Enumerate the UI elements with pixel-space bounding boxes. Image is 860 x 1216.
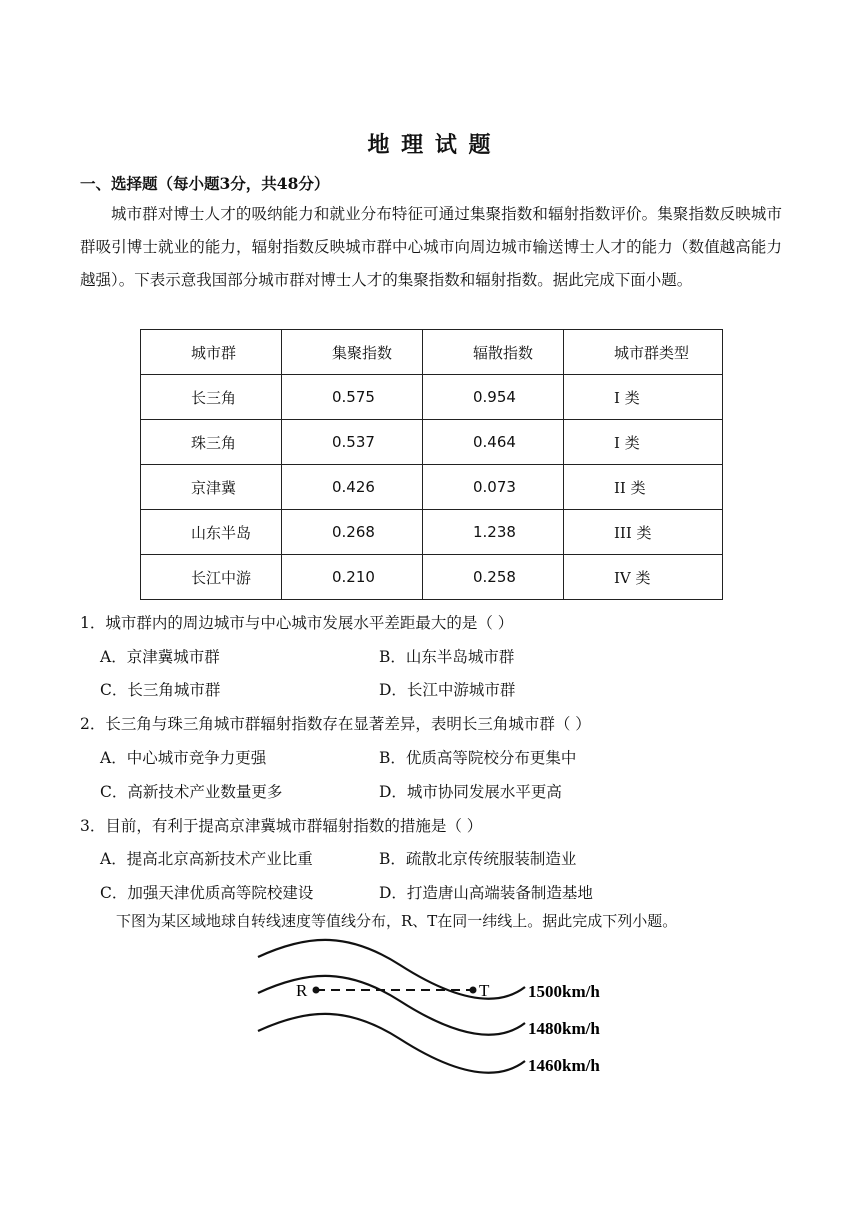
table-cell: I 类 xyxy=(564,375,723,420)
table-row xyxy=(141,375,723,420)
isoline-1460 xyxy=(258,1014,525,1073)
point-r xyxy=(313,987,320,994)
table-cell: 0.464 xyxy=(423,420,564,465)
table-cell: 0.537 xyxy=(282,420,423,465)
table-cell: IV 类 xyxy=(564,555,723,600)
table-cell: 0.954 xyxy=(423,375,564,420)
table-header-row xyxy=(141,330,723,375)
table-cell: II 类 xyxy=(564,465,723,510)
table-row xyxy=(141,555,723,600)
table-row xyxy=(141,420,723,465)
table-row xyxy=(141,465,723,510)
table-cell: 长江中游 xyxy=(141,555,282,600)
isoline-label-1500: 1500km/h xyxy=(528,982,600,1001)
question-3-stem: 3．目前，有利于提高京津冀城市群辐射指数的措施是（ ） xyxy=(80,817,483,835)
question-1-option-d[interactable]: D．长江中游城市群 xyxy=(379,681,516,699)
table-header: 城市群类型 xyxy=(564,330,723,375)
table-cell: 0.575 xyxy=(282,375,423,420)
question-2-option-b[interactable]: B．优质高等院校分布更集中 xyxy=(379,749,577,767)
figure-intro: 下图为某区域地球自转线速度等值线分布，R、T在同一纬线上。据此完成下列小题。 xyxy=(116,912,678,930)
isoline-label-1460: 1460km/h xyxy=(528,1056,600,1075)
page-title: 地 理 试 题 xyxy=(367,132,493,158)
question-3-option-d[interactable]: D．打造唐山高端装备制造基地 xyxy=(379,884,593,902)
table-cell: 0.258 xyxy=(423,555,564,600)
table-row xyxy=(141,510,723,555)
intro-paragraph: 城市群对博士人才的吸纳能力和就业分布特征可通过集聚指数和辐射指数评价。集聚指数反映城市群吸引博士就业的能力，辐射指数反映城市群中心城市向周边城市输送博士人才的能力（数值越高能力越强）。下表示意我国部分城市群对博士人才的集聚指数和辐射指数。据此完成下面小题。 xyxy=(80,205,782,289)
question-2-stem: 2．长三角与珠三角城市群辐射指数存在显著差异，表明长三角城市群（ ） xyxy=(80,715,591,733)
question-2-option-c[interactable]: C．高新技术产业数量更多 xyxy=(100,783,283,801)
index-table xyxy=(140,329,723,600)
table-cell: 1.238 xyxy=(423,510,564,555)
question-1-option-c[interactable]: C．长三角城市群 xyxy=(100,681,221,699)
table-cell: 0.210 xyxy=(282,555,423,600)
question-1-stem: 1．城市群内的周边城市与中心城市发展水平差距最大的是（ ） xyxy=(80,614,514,632)
question-3-option-b[interactable]: B．疏散北京传统服装制造业 xyxy=(379,850,577,868)
point-t xyxy=(470,987,477,994)
question-2-option-d[interactable]: D．城市协同发展水平更高 xyxy=(379,783,562,801)
question-3-option-c[interactable]: C．加强天津优质高等院校建设 xyxy=(100,884,314,902)
table-header: 城市群 xyxy=(141,330,282,375)
table-header: 辐散指数 xyxy=(423,330,564,375)
question-1-option-b[interactable]: B．山东半岛城市群 xyxy=(379,648,515,666)
point-t-label: T xyxy=(479,981,490,1000)
isoline-figure xyxy=(240,935,630,1085)
table-cell: III 类 xyxy=(564,510,723,555)
table-cell: 山东半岛 xyxy=(141,510,282,555)
isoline-label-1480: 1480km/h xyxy=(528,1019,600,1038)
question-3-option-a[interactable]: A．提高北京高新技术产业比重 xyxy=(100,850,313,868)
table-cell: 京津冀 xyxy=(141,465,282,510)
point-r-label: R xyxy=(296,981,308,1000)
table-cell: 长三角 xyxy=(141,375,282,420)
table-cell: 0.426 xyxy=(282,465,423,510)
table-cell: 珠三角 xyxy=(141,420,282,465)
table-cell: 0.268 xyxy=(282,510,423,555)
question-2-option-a[interactable]: A．中心城市竞争力更强 xyxy=(100,749,267,767)
table-cell: I 类 xyxy=(564,420,723,465)
question-1-option-a[interactable]: A．京津冀城市群 xyxy=(100,648,220,666)
table-header: 集聚指数 xyxy=(282,330,423,375)
table-cell: 0.073 xyxy=(423,465,564,510)
section-heading: 一、选择题（每小题3分，共48分） xyxy=(80,174,330,193)
